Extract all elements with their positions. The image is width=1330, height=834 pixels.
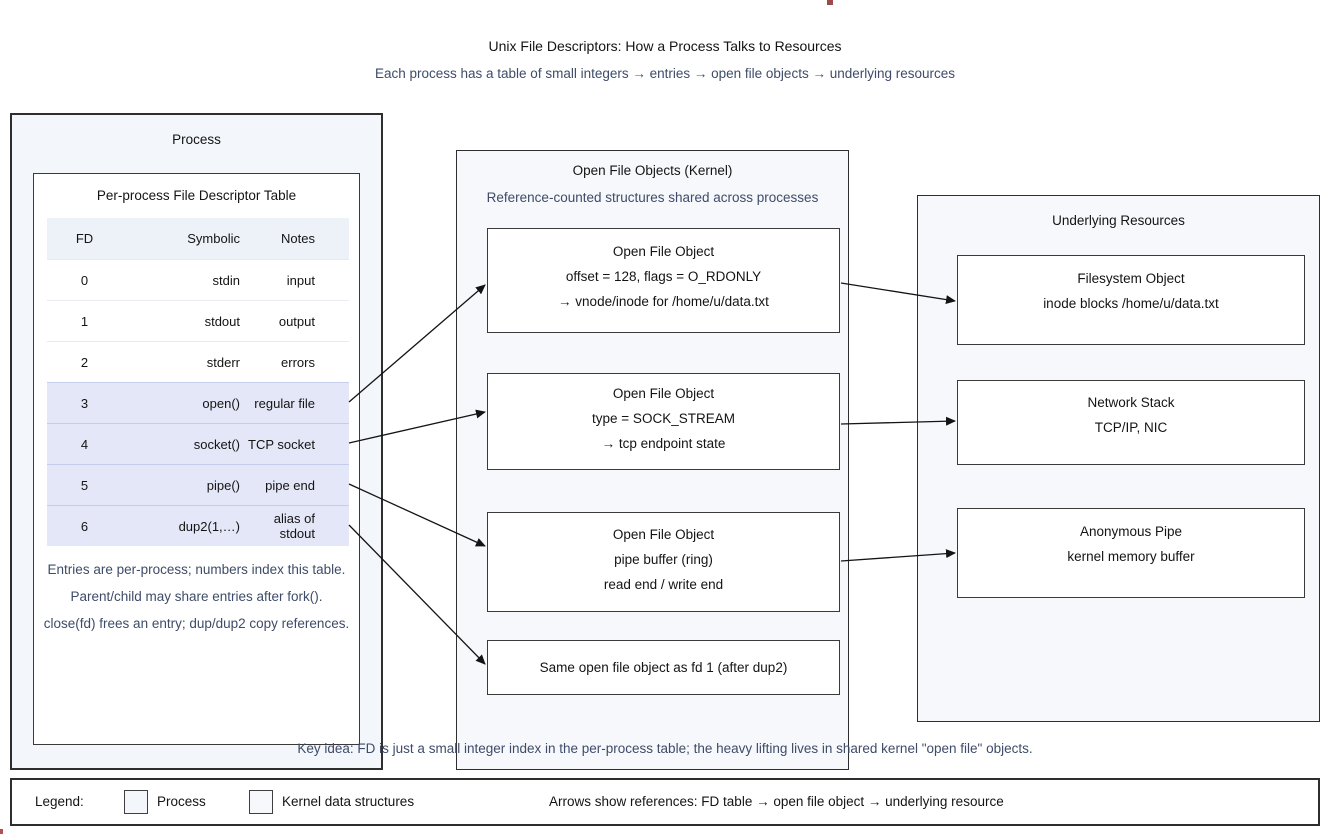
footnote-line: Parent/child may share entries after fork().: [70, 589, 323, 604]
fd-cell: 2: [80, 354, 89, 370]
node-line: inode blocks /home/u/data.txt: [1043, 296, 1219, 311]
fd-column-header: FD: [75, 231, 94, 246]
fd-table-footnotes: [10, 556, 383, 637]
table-row-highlighted: [47, 423, 349, 464]
legend-kernel-label: Kernel data structures: [282, 794, 415, 809]
notes-column-header: Notes: [281, 231, 315, 246]
notes-cell: TCP socket: [248, 436, 315, 452]
open-file-object-dup: [487, 640, 840, 695]
resource-filesystem: [957, 255, 1305, 345]
open-file-object-pipe: [487, 512, 840, 612]
table-row: [47, 341, 349, 382]
node-title: Network Stack: [1087, 395, 1175, 410]
node-line: TCP/IP, NIC: [1094, 420, 1168, 435]
notes-cell: input: [286, 272, 315, 288]
notes-cell: regular file: [254, 395, 315, 411]
node-title: Open File Object: [612, 386, 715, 401]
node-line: read end / write end: [603, 577, 724, 592]
fd-cell: 5: [80, 477, 89, 493]
cropped-red-artifact-bottom: [0, 829, 3, 834]
notes-cell: pipe end: [265, 477, 315, 493]
symbolic-cell: pipe(): [206, 477, 240, 493]
resources-group-title: Underlying Resources: [1052, 213, 1185, 228]
kernel-swatch-icon: [249, 790, 273, 814]
resource-network: [957, 380, 1305, 465]
footnote-line: Entries are per-process; numbers index this table.: [47, 562, 346, 577]
footnote-line: close(fd) frees an entry; dup/dup2 copy references.: [43, 616, 350, 631]
diagram-title: Unix File Descriptors: How a Process Talks to Resources: [488, 38, 842, 54]
node-line: → tcp endpoint state: [601, 436, 726, 451]
table-row-highlighted: [47, 464, 349, 505]
table-row: [47, 259, 349, 300]
fd-table: [47, 218, 349, 546]
symbolic-cell: dup2(1,…): [178, 518, 240, 534]
legend-bar: [10, 778, 1320, 826]
kernel-group-subtitle: Reference-counted structures shared across processes: [486, 190, 819, 205]
node-line: pipe buffer (ring): [614, 552, 713, 567]
fd-cell: 4: [80, 436, 89, 452]
table-row-highlighted: [47, 505, 349, 546]
notes-cell: output: [278, 313, 315, 329]
node-title: Open File Object: [612, 244, 715, 259]
node-line: → vnode/inode for /home/u/data.txt: [558, 294, 769, 309]
fd-cell: 0: [80, 272, 89, 288]
legend-process-label: Process: [157, 794, 206, 809]
fd-cell: 6: [80, 518, 89, 534]
diagram-subtitle: Each process has a table of small integers → entries → open file objects → underlying resources: [374, 66, 956, 81]
kernel-group-title: Open File Objects (Kernel): [572, 163, 733, 178]
node-line: type = SOCK_STREAM: [592, 411, 735, 426]
node-line: offset = 128, flags = O_RDONLY: [565, 269, 762, 284]
resource-pipe: [957, 508, 1305, 598]
notes-cell: errors: [281, 354, 315, 370]
node-line: kernel memory buffer: [1067, 549, 1195, 564]
fd-cell: 1: [80, 313, 89, 329]
open-file-object-file: [487, 228, 840, 333]
node-title: Same open file object as fd 1 (after dup2): [539, 660, 788, 675]
legend-label: Legend:: [35, 794, 84, 809]
process-group-title: Process: [172, 132, 221, 147]
table-row: [47, 300, 349, 341]
fd-table-header-row: [47, 218, 349, 259]
fd-table-title: Per-process File Descriptor Table: [96, 188, 297, 203]
symbolic-cell: open(): [202, 395, 240, 411]
process-swatch-icon: [124, 790, 148, 814]
symbolic-cell: stderr: [206, 354, 240, 370]
node-title: Filesystem Object: [1077, 271, 1185, 286]
key-idea-caption: Key idea: FD is just a small integer index in the per-process table; the heavy lifting lives in shared kernel "open file" objects.: [297, 741, 1033, 756]
table-row-highlighted: [47, 382, 349, 423]
open-file-object-socket: [487, 373, 840, 470]
legend-arrows-note: Arrows show references: FD table → open file object → underlying resource: [549, 794, 1004, 809]
symbolic-cell: stdin: [212, 272, 240, 288]
fd-cell: 3: [80, 395, 89, 411]
node-title: Anonymous Pipe: [1079, 524, 1183, 539]
symbolic-column-header: Symbolic: [187, 231, 240, 246]
symbolic-cell: socket(): [193, 436, 240, 452]
notes-cell: alias of stdout: [273, 511, 315, 541]
symbolic-cell: stdout: [204, 313, 240, 329]
node-title: Open File Object: [612, 527, 715, 542]
cropped-red-artifact-top: [827, 0, 833, 5]
